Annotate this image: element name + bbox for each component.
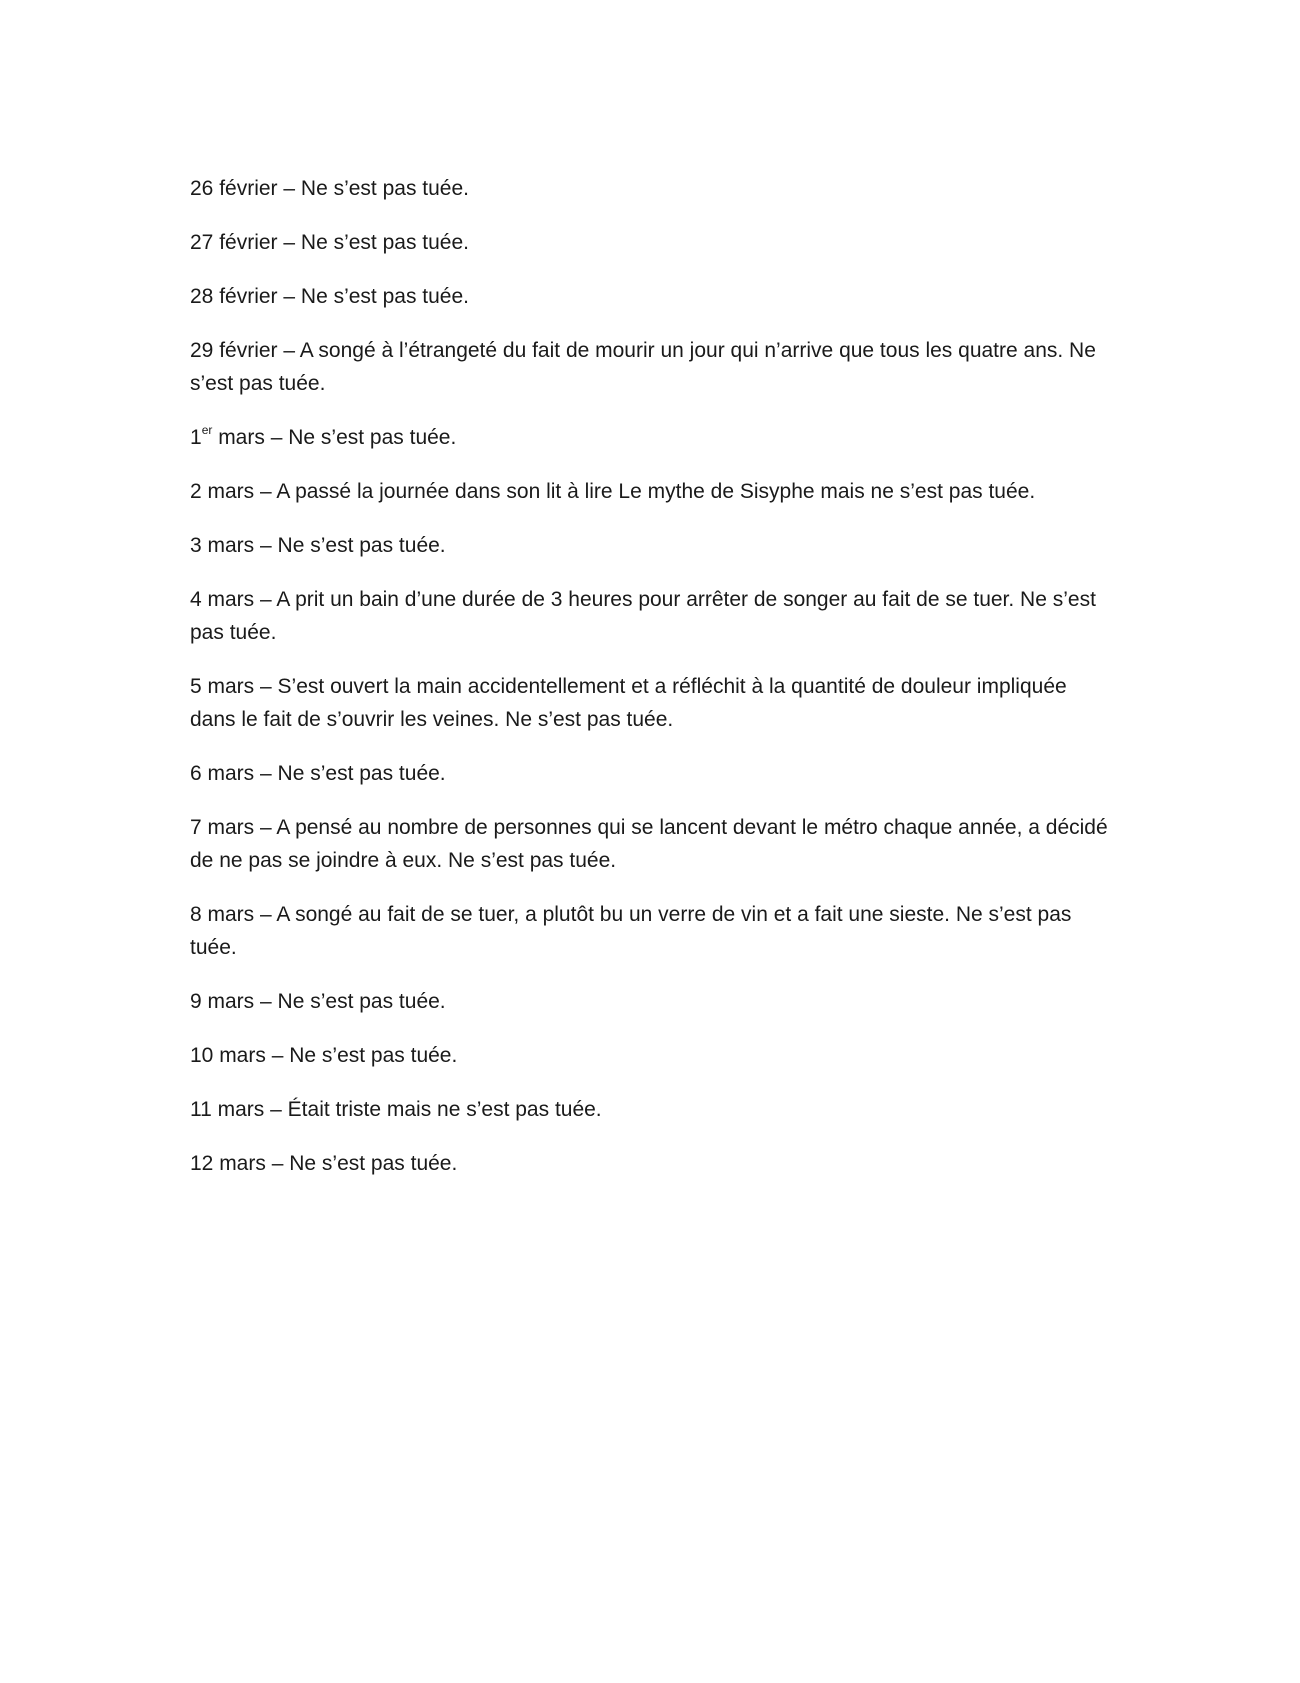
entry-separator: –: [254, 588, 277, 611]
entry-separator: –: [265, 1152, 290, 1175]
entry-text: A passé la journée dans son lit à lire Le mythe de Sisyphe mais ne s’est pas tuée.: [276, 480, 1036, 503]
entry-separator: –: [254, 480, 277, 503]
entry-text: Ne s’est pas tuée.: [277, 534, 446, 557]
diary-entry: [190, 985, 1110, 1018]
entry-text: A songé à l’étrangeté du fait de mourir un jour qui n’arrive que tous les quatre ans. Ne s’est pas tuée.: [190, 339, 1096, 395]
entry-date-ordinal: er: [201, 423, 213, 437]
entry-separator: –: [265, 1044, 290, 1067]
entry-separator: –: [277, 339, 300, 362]
diary-entry: [190, 1039, 1110, 1072]
diary-entry: [190, 1093, 1110, 1126]
diary-entries: [190, 172, 1110, 1201]
entry-separator: –: [254, 675, 278, 698]
diary-entry: [190, 421, 1110, 454]
entry-text: Ne s’est pas tuée.: [288, 426, 457, 449]
entry-date: 28 février: [190, 285, 278, 308]
diary-entry: [190, 280, 1110, 313]
diary-entry: [190, 529, 1110, 562]
entry-date: 3 mars: [190, 534, 255, 557]
entry-date: 12 mars: [190, 1152, 266, 1175]
entry-separator: –: [277, 231, 301, 254]
diary-entry: [190, 757, 1110, 790]
entry-date: 8 mars: [190, 903, 255, 926]
entry-separator: –: [277, 285, 301, 308]
entry-text: S’est ouvert la main accidentellement et a réfléchit à la quantité de douleur impliquée dans le fait de s’ouvrir les veines. Ne s’est pas tuée.: [190, 675, 1067, 731]
entry-date: 29 février: [190, 339, 278, 362]
entry-text: Ne s’est pas tuée.: [300, 285, 469, 308]
entry-date: 7 mars: [190, 816, 255, 839]
diary-entry: [190, 811, 1110, 877]
entry-separator: –: [254, 762, 278, 785]
entry-date: 27 février: [190, 231, 278, 254]
entry-date-number: 1: [190, 426, 202, 449]
entry-date: 4 mars: [190, 588, 255, 611]
entry-text: Ne s’est pas tuée.: [289, 1044, 458, 1067]
diary-entry: [190, 583, 1110, 649]
entry-text: A pensé au nombre de personnes qui se lancent devant le métro chaque année, a décidé de ne pas se joindre à eux. Ne s’est pas tuée.: [190, 816, 1108, 872]
diary-entry: [190, 670, 1110, 736]
diary-entry: [190, 898, 1110, 964]
entry-text: Ne s’est pas tuée.: [277, 762, 446, 785]
diary-entry: [190, 475, 1110, 508]
diary-entry: [190, 1147, 1110, 1180]
entry-date: [190, 423, 265, 449]
entry-separator: –: [254, 816, 277, 839]
entry-date: 6 mars: [190, 762, 255, 785]
entry-separator: –: [254, 903, 277, 926]
entry-date: 26 février: [190, 177, 278, 200]
entry-text: A songé au fait de se tuer, a plutôt bu un verre de vin et a fait une sieste. Ne s’est pas tuée.: [190, 903, 1072, 959]
entry-text: Ne s’est pas tuée.: [300, 231, 469, 254]
entry-text: Ne s’est pas tuée.: [289, 1152, 458, 1175]
entry-separator: –: [264, 426, 289, 449]
entry-date: 2 mars: [190, 480, 255, 503]
entry-text: Ne s’est pas tuée.: [277, 990, 446, 1013]
entry-text: Ne s’est pas tuée.: [300, 177, 469, 200]
entry-separator: –: [254, 534, 278, 557]
diary-entry: [190, 334, 1110, 400]
entry-date-month: mars: [212, 426, 265, 449]
entry-date: 10 mars: [190, 1044, 266, 1067]
entry-date: 11 mars: [190, 1098, 265, 1121]
entry-separator: –: [254, 990, 278, 1013]
entry-text: Était triste mais ne s’est pas tuée.: [287, 1098, 602, 1121]
entry-date: 5 mars: [190, 675, 255, 698]
entry-date: 9 mars: [190, 990, 255, 1013]
diary-entry: [190, 226, 1110, 259]
entry-separator: –: [264, 1098, 288, 1121]
entry-separator: –: [277, 177, 301, 200]
entry-text: A prit un bain d’une durée de 3 heures pour arrêter de songer au fait de se tuer. Ne s’est pas tuée.: [190, 588, 1096, 644]
diary-entry: [190, 172, 1110, 205]
